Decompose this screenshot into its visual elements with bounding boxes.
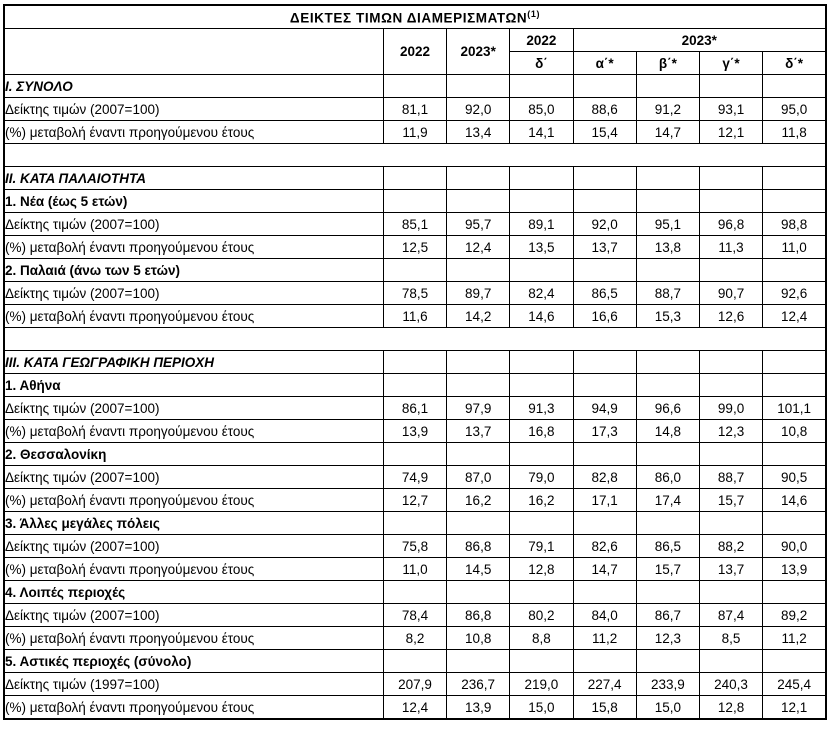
section-title: ΙΙΙ. ΚΑΤΑ ΓΕΩΓΡΑΦΙΚΗ ΠΕΡΙΟΧΗ <box>4 351 383 374</box>
section-blank-cell <box>510 167 573 190</box>
row-label: Δείκτης τιμών (2007=100) <box>4 604 383 627</box>
section-blank-cell <box>447 351 510 374</box>
data-cell: 94,9 <box>573 397 636 420</box>
group-blank-cell <box>573 512 636 535</box>
section-blank-cell <box>447 75 510 98</box>
data-cell: 11,2 <box>763 627 826 650</box>
data-cell: 8,2 <box>383 627 446 650</box>
data-cell: 11,9 <box>383 121 446 144</box>
data-cell: 14,8 <box>636 420 699 443</box>
data-cell: 13,9 <box>763 558 826 581</box>
data-cell: 11,3 <box>699 236 762 259</box>
group-blank-cell <box>383 374 446 397</box>
group-header-row <box>4 512 826 535</box>
header-quarter-group-2023: 2023* <box>573 29 826 52</box>
data-cell: 12,8 <box>510 558 573 581</box>
group-blank-cell <box>510 650 573 673</box>
row-label: (%) μεταβολή έναντι προηγούμενου έτους <box>4 236 383 259</box>
group-title: 2. Θεσσαλονίκη <box>4 443 383 466</box>
data-cell: 78,5 <box>383 282 446 305</box>
group-blank-cell <box>636 190 699 213</box>
spacer-row-2 <box>4 328 826 351</box>
data-cell: 17,1 <box>573 489 636 512</box>
group-blank-cell <box>510 190 573 213</box>
section-blank-cell <box>636 167 699 190</box>
table-row <box>4 397 826 420</box>
group-blank-cell <box>763 374 826 397</box>
group-blank-cell <box>510 581 573 604</box>
group-title: 1. Νέα (έως 5 ετών) <box>4 190 383 213</box>
section-blank-cell <box>636 75 699 98</box>
data-cell: 11,0 <box>383 558 446 581</box>
group-title: 2. Παλαιά (άνω των 5 ετών) <box>4 259 383 282</box>
group-blank-cell <box>636 581 699 604</box>
row-label: (%) μεταβολή έναντι προηγούμενου έτους <box>4 420 383 443</box>
header-corner-blank <box>4 29 383 75</box>
data-cell: 88,7 <box>699 466 762 489</box>
row-label: Δείκτης τιμών (2007=100) <box>4 98 383 121</box>
data-cell: 90,7 <box>699 282 762 305</box>
section-blank-cell <box>510 351 573 374</box>
table-row <box>4 236 826 259</box>
data-cell: 75,8 <box>383 535 446 558</box>
section-blank-cell <box>699 167 762 190</box>
group-blank-cell <box>763 512 826 535</box>
data-cell: 90,5 <box>763 466 826 489</box>
group-header-row <box>4 650 826 673</box>
data-cell: 10,8 <box>447 627 510 650</box>
data-cell: 96,8 <box>699 213 762 236</box>
group-blank-cell <box>763 443 826 466</box>
group-blank-cell <box>573 374 636 397</box>
data-cell: 12,5 <box>383 236 446 259</box>
data-cell: 91,3 <box>510 397 573 420</box>
section-blank-cell <box>763 75 826 98</box>
data-cell: 90,0 <box>763 535 826 558</box>
table-row <box>4 466 826 489</box>
data-cell: 93,1 <box>699 98 762 121</box>
data-cell: 11,2 <box>573 627 636 650</box>
title-footnote-marker: (1) <box>527 8 541 19</box>
group-blank-cell <box>699 581 762 604</box>
section-blank-cell <box>699 351 762 374</box>
data-cell: 89,2 <box>763 604 826 627</box>
data-cell: 16,8 <box>510 420 573 443</box>
table-row <box>4 673 826 696</box>
data-cell: 86,7 <box>636 604 699 627</box>
data-cell: 15,0 <box>636 696 699 720</box>
group-blank-cell <box>447 443 510 466</box>
row-label: (%) μεταβολή έναντι προηγούμενου έτους <box>4 489 383 512</box>
data-cell: 15,0 <box>510 696 573 720</box>
apartment-price-index-table <box>3 4 827 720</box>
data-cell: 12,3 <box>636 627 699 650</box>
data-cell: 80,2 <box>510 604 573 627</box>
data-cell: 92,0 <box>447 98 510 121</box>
group-blank-cell <box>636 374 699 397</box>
section-blank-cell <box>699 75 762 98</box>
data-cell: 86,5 <box>573 282 636 305</box>
data-cell: 233,9 <box>636 673 699 696</box>
header-year-2022: 2022 <box>383 29 446 75</box>
group-blank-cell <box>383 190 446 213</box>
spacer-cell <box>4 328 826 351</box>
section-blank-cell <box>383 75 446 98</box>
group-blank-cell <box>510 512 573 535</box>
data-cell: 91,2 <box>636 98 699 121</box>
data-cell: 8,8 <box>510 627 573 650</box>
data-cell: 15,7 <box>699 489 762 512</box>
row-label: Δείκτης τιμών (2007=100) <box>4 535 383 558</box>
data-cell: 13,5 <box>510 236 573 259</box>
table-row <box>4 420 826 443</box>
row-label: Δείκτης τιμών (2007=100) <box>4 397 383 420</box>
header-quarter-1: δ΄ <box>510 52 573 75</box>
data-cell: 240,3 <box>699 673 762 696</box>
data-cell: 86,8 <box>447 535 510 558</box>
row-label: (%) μεταβολή έναντι προηγούμενου έτους <box>4 627 383 650</box>
data-cell: 81,1 <box>383 98 446 121</box>
data-cell: 14,7 <box>636 121 699 144</box>
group-header-row <box>4 190 826 213</box>
data-cell: 14,7 <box>573 558 636 581</box>
data-cell: 13,4 <box>447 121 510 144</box>
header-row-top <box>4 29 826 52</box>
group-blank-cell <box>699 190 762 213</box>
group-blank-cell <box>573 190 636 213</box>
group-blank-cell <box>573 259 636 282</box>
data-cell: 13,8 <box>636 236 699 259</box>
data-cell: 12,1 <box>763 696 826 720</box>
group-blank-cell <box>636 512 699 535</box>
group-title: 3. Άλλες μεγάλες πόλεις <box>4 512 383 535</box>
section-blank-cell <box>636 351 699 374</box>
data-cell: 15,3 <box>636 305 699 328</box>
data-cell: 227,4 <box>573 673 636 696</box>
data-cell: 101,1 <box>763 397 826 420</box>
data-cell: 95,7 <box>447 213 510 236</box>
data-cell: 92,6 <box>763 282 826 305</box>
data-cell: 15,7 <box>636 558 699 581</box>
page-title: ΔΕΙΚΤΕΣ ΤΙΜΩΝ ΔΙΑΜΕΡΙΣΜΑΤΩΝ$^{(1)}$ <box>4 5 826 29</box>
data-cell: 89,7 <box>447 282 510 305</box>
data-cell: 13,7 <box>447 420 510 443</box>
section-blank-cell <box>573 167 636 190</box>
data-cell: 82,8 <box>573 466 636 489</box>
row-label: (%) μεταβολή έναντι προηγούμενου έτους <box>4 305 383 328</box>
row-label: Δείκτης τιμών (2007=100) <box>4 466 383 489</box>
data-cell: 17,4 <box>636 489 699 512</box>
data-cell: 99,0 <box>699 397 762 420</box>
section-blank-cell <box>510 75 573 98</box>
data-cell: 89,1 <box>510 213 573 236</box>
group-blank-cell <box>699 374 762 397</box>
group-blank-cell <box>383 443 446 466</box>
data-cell: 82,6 <box>573 535 636 558</box>
group-title: 1. Αθήνα <box>4 374 383 397</box>
header-quarter-3: β΄* <box>636 52 699 75</box>
table-row <box>4 627 826 650</box>
data-cell: 78,4 <box>383 604 446 627</box>
spacer-cell <box>4 144 826 167</box>
data-cell: 13,7 <box>573 236 636 259</box>
group-blank-cell <box>763 190 826 213</box>
group-blank-cell <box>383 581 446 604</box>
table-row <box>4 535 826 558</box>
group-blank-cell <box>573 443 636 466</box>
data-cell: 14,5 <box>447 558 510 581</box>
table-title-row <box>4 5 826 29</box>
section-header-row <box>4 75 826 98</box>
data-cell: 13,9 <box>383 420 446 443</box>
table-row <box>4 98 826 121</box>
table-row <box>4 489 826 512</box>
row-label: (%) μεταβολή έναντι προηγούμενου έτους <box>4 696 383 720</box>
header-year-2023: 2023* <box>447 29 510 75</box>
data-cell: 86,5 <box>636 535 699 558</box>
data-cell: 74,9 <box>383 466 446 489</box>
data-cell: 86,8 <box>447 604 510 627</box>
group-blank-cell <box>573 581 636 604</box>
row-label: Δείκτης τιμών (1997=100) <box>4 673 383 696</box>
data-cell: 79,0 <box>510 466 573 489</box>
data-cell: 14,1 <box>510 121 573 144</box>
section-blank-cell <box>383 167 446 190</box>
data-cell: 10,8 <box>763 420 826 443</box>
group-blank-cell <box>510 443 573 466</box>
data-cell: 96,6 <box>636 397 699 420</box>
table-row <box>4 604 826 627</box>
data-cell: 12,1 <box>699 121 762 144</box>
data-cell: 98,8 <box>763 213 826 236</box>
data-cell: 13,9 <box>447 696 510 720</box>
data-cell: 16,6 <box>573 305 636 328</box>
section-title: Ι. ΣΥΝΟΛΟ <box>4 75 383 98</box>
row-label: Δείκτης τιμών (2007=100) <box>4 213 383 236</box>
group-header-row <box>4 443 826 466</box>
group-blank-cell <box>447 512 510 535</box>
data-cell: 12,4 <box>383 696 446 720</box>
data-cell: 15,8 <box>573 696 636 720</box>
group-blank-cell <box>447 374 510 397</box>
section-header-row <box>4 351 826 374</box>
data-cell: 88,2 <box>699 535 762 558</box>
data-cell: 245,4 <box>763 673 826 696</box>
data-cell: 85,1 <box>383 213 446 236</box>
header-quarter-2: α΄* <box>573 52 636 75</box>
table-row <box>4 282 826 305</box>
group-title: 5. Αστικές περιοχές (σύνολο) <box>4 650 383 673</box>
data-cell: 15,4 <box>573 121 636 144</box>
section-blank-cell <box>763 167 826 190</box>
data-cell: 86,1 <box>383 397 446 420</box>
section-blank-cell <box>447 167 510 190</box>
data-cell: 95,1 <box>636 213 699 236</box>
table-row <box>4 696 826 720</box>
data-cell: 79,1 <box>510 535 573 558</box>
group-header-row <box>4 374 826 397</box>
data-cell: 87,4 <box>699 604 762 627</box>
data-cell: 12,4 <box>447 236 510 259</box>
group-blank-cell <box>383 259 446 282</box>
data-cell: 13,7 <box>699 558 762 581</box>
data-cell: 82,4 <box>510 282 573 305</box>
data-cell: 16,2 <box>447 489 510 512</box>
group-blank-cell <box>699 443 762 466</box>
section-blank-cell <box>573 351 636 374</box>
group-blank-cell <box>383 512 446 535</box>
header-quarter-5: δ΄* <box>763 52 826 75</box>
section-blank-cell <box>573 75 636 98</box>
data-cell: 92,0 <box>573 213 636 236</box>
group-blank-cell <box>699 259 762 282</box>
group-blank-cell <box>699 650 762 673</box>
spacer-row-1 <box>4 144 826 167</box>
row-label: Δείκτης τιμών (2007=100) <box>4 282 383 305</box>
data-cell: 219,0 <box>510 673 573 696</box>
group-blank-cell <box>447 190 510 213</box>
group-header-row <box>4 581 826 604</box>
group-blank-cell <box>447 259 510 282</box>
data-cell: 12,6 <box>699 305 762 328</box>
group-blank-cell <box>636 443 699 466</box>
data-cell: 14,6 <box>763 489 826 512</box>
section-title: ΙΙ. ΚΑΤΑ ΠΑΛΑΙΟΤΗΤΑ <box>4 167 383 190</box>
data-cell: 12,3 <box>699 420 762 443</box>
table-row <box>4 305 826 328</box>
data-cell: 12,7 <box>383 489 446 512</box>
data-cell: 11,8 <box>763 121 826 144</box>
group-blank-cell <box>636 259 699 282</box>
data-cell: 95,0 <box>763 98 826 121</box>
data-cell: 207,9 <box>383 673 446 696</box>
data-cell: 97,9 <box>447 397 510 420</box>
group-blank-cell <box>636 650 699 673</box>
data-cell: 88,7 <box>636 282 699 305</box>
header-quarter-group-2022: 2022 <box>510 29 573 52</box>
data-cell: 85,0 <box>510 98 573 121</box>
section-blank-cell <box>763 351 826 374</box>
data-cell: 17,3 <box>573 420 636 443</box>
group-blank-cell <box>699 512 762 535</box>
row-label: (%) μεταβολή έναντι προηγούμενου έτους <box>4 121 383 144</box>
section-blank-cell <box>383 351 446 374</box>
table-row <box>4 558 826 581</box>
group-blank-cell <box>447 581 510 604</box>
row-label: (%) μεταβολή έναντι προηγούμενου έτους <box>4 558 383 581</box>
group-header-row <box>4 259 826 282</box>
table-row <box>4 121 826 144</box>
data-cell: 11,6 <box>383 305 446 328</box>
data-cell: 14,2 <box>447 305 510 328</box>
data-cell: 11,0 <box>763 236 826 259</box>
data-cell: 12,8 <box>699 696 762 720</box>
table-row <box>4 213 826 236</box>
group-blank-cell <box>573 650 636 673</box>
header-quarter-4: γ΄* <box>699 52 762 75</box>
group-title: 4. Λοιπές περιοχές <box>4 581 383 604</box>
group-blank-cell <box>763 581 826 604</box>
data-cell: 16,2 <box>510 489 573 512</box>
group-blank-cell <box>510 259 573 282</box>
group-blank-cell <box>447 650 510 673</box>
group-blank-cell <box>510 374 573 397</box>
data-cell: 86,0 <box>636 466 699 489</box>
group-blank-cell <box>383 650 446 673</box>
group-blank-cell <box>763 650 826 673</box>
data-cell: 8,5 <box>699 627 762 650</box>
data-cell: 87,0 <box>447 466 510 489</box>
data-cell: 12,4 <box>763 305 826 328</box>
data-cell: 236,7 <box>447 673 510 696</box>
section-header-row <box>4 167 826 190</box>
group-blank-cell <box>763 259 826 282</box>
data-cell: 84,0 <box>573 604 636 627</box>
data-cell: 14,6 <box>510 305 573 328</box>
data-cell: 88,6 <box>573 98 636 121</box>
